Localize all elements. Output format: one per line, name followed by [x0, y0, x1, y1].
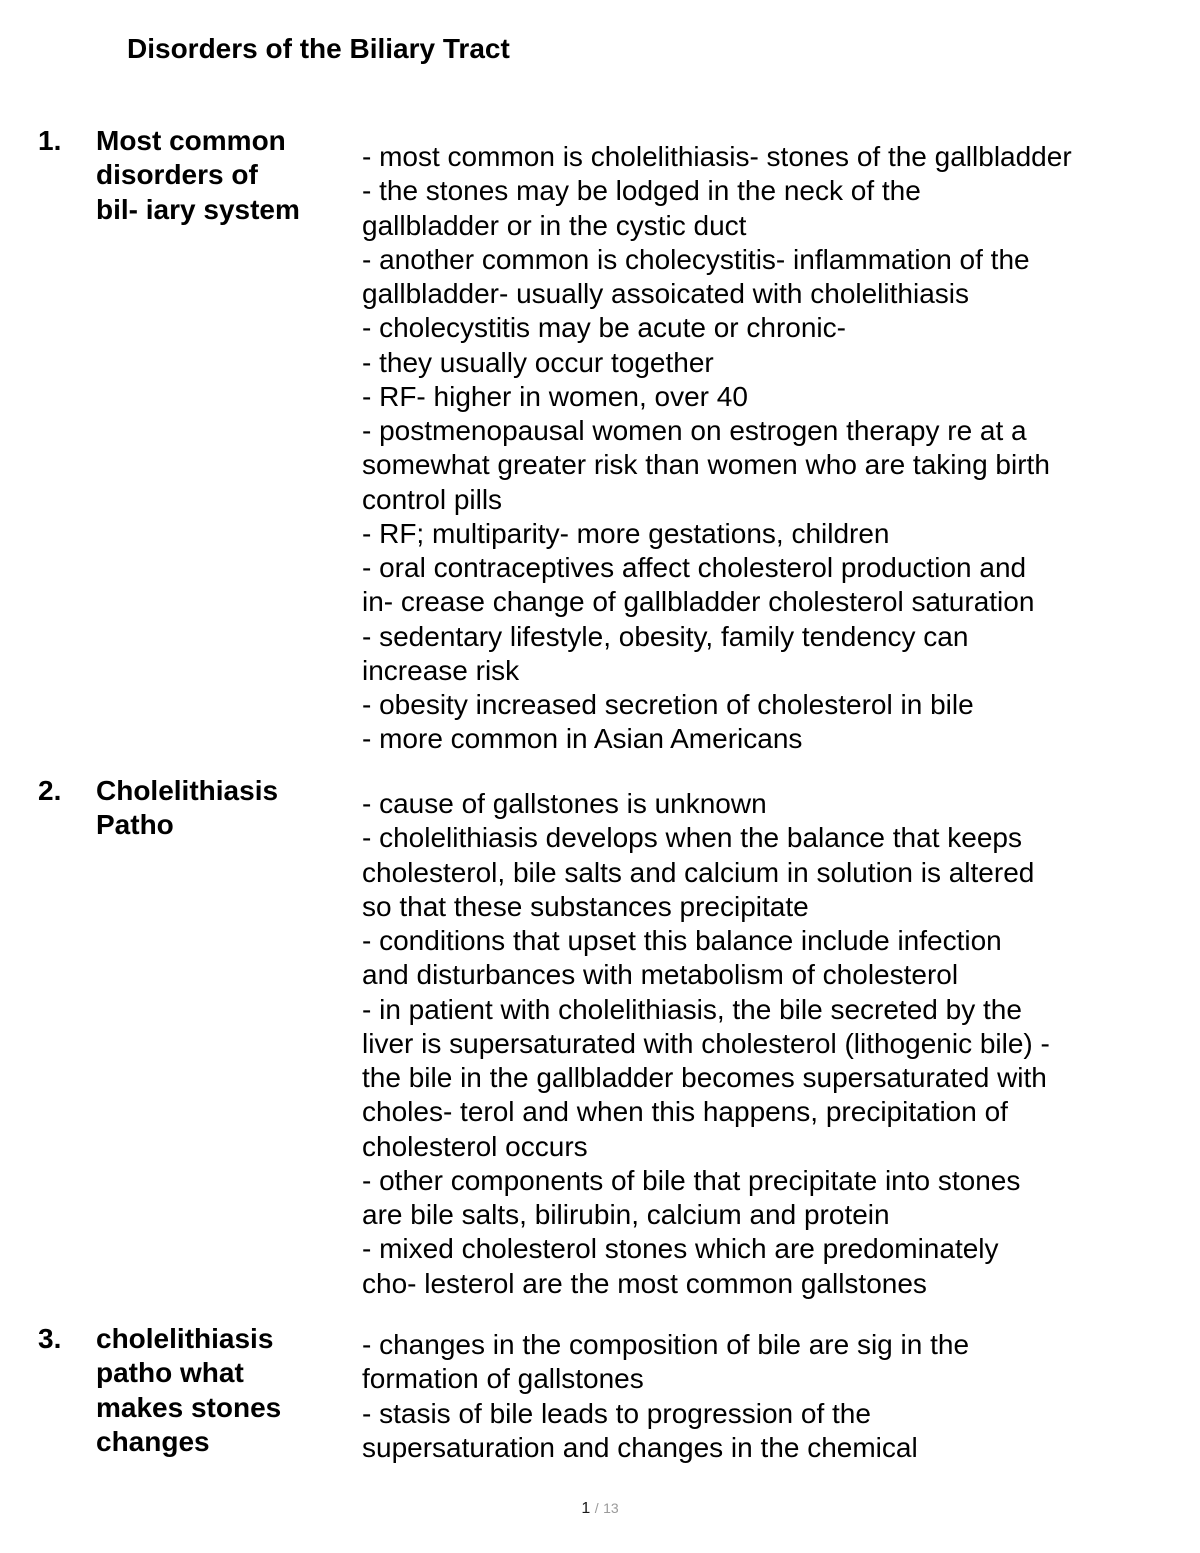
definition-line: - obesity increased secretion of cholesterol in bile [362, 689, 974, 720]
definition-line: - sedentary lifestyle, obesity, family tendency can [362, 620, 969, 652]
page-indicator [0, 1500, 1200, 1518]
card-number: 1. [38, 125, 62, 156]
definition-line: - RF- higher in women, over 40 [362, 380, 748, 412]
card-definition [362, 140, 1182, 757]
definition-line: - postmenopausal women on estrogen therapy re at a [362, 415, 1027, 446]
definition-line: supersaturation and changes in the chemical [362, 1431, 918, 1463]
definition-line: - other components of bile that precipitate into stones [362, 1164, 1021, 1196]
card-term: Cholelithiasis Patho [96, 775, 279, 841]
definition-line: - changes in the composition of bile are sig in the [362, 1329, 970, 1360]
flashcard-3 [0, 1322, 1200, 1472]
definition-line: - cholelithiasis develops when the balance that keeps [362, 822, 1022, 854]
definition-line: gallbladder- usually assoicated with cholelithiasis [362, 278, 969, 309]
card-number: 3. [38, 1323, 62, 1354]
definition-line: - conditions that upset this balance include infection [362, 925, 1002, 956]
definition-line: liver is supersaturated with cholesterol (lithogenic bile) - [362, 1027, 1050, 1059]
definition-line: cholesterol occurs [362, 1130, 588, 1162]
definition-line: - another common is cholecystitis- inflammation of the [362, 243, 1030, 275]
definition-line: - stasis of bile leads to progression of the [362, 1397, 871, 1429]
definition-line: - RF; multiparity- more gestations, children [362, 517, 890, 549]
total-page-count: 13 [603, 1500, 619, 1516]
definition-line: - oral contraceptives affect cholesterol production and [362, 552, 1027, 583]
definition-line: control pills [362, 483, 503, 515]
definition-line: increase risk [362, 654, 520, 686]
definition-line: - cause of gallstones is unknown [362, 788, 767, 819]
definition-line: somewhat greater risk than women who are taking birth [362, 449, 1050, 481]
definition-line: cholesterol, bile salts and calcium in solution is altered [362, 856, 1035, 888]
current-page-number: 1 [581, 1500, 591, 1517]
card-term: cholelithiasis patho what makes stones changes [96, 1323, 282, 1458]
card-number: 2. [38, 775, 62, 806]
definition-line: and disturbances with metabolism of cholesterol [362, 959, 959, 991]
definition-line: formation of gallstones [362, 1363, 644, 1395]
card-term: Most common disorders of bil- iary system [96, 125, 300, 225]
card-definition [362, 1328, 1182, 1465]
card-definition [362, 787, 1182, 1301]
definition-line: gallbladder or in the cystic duct [362, 209, 747, 241]
definition-line: - mixed cholesterol stones which are predominately [362, 1233, 999, 1265]
definition-line: - cholecystitis may be acute or chronic- [362, 312, 846, 344]
definition-line: - in patient with cholelithiasis, the bile secreted by the [362, 993, 1022, 1025]
definition-line: - they usually occur together [362, 346, 714, 378]
definition-line: the bile in the gallbladder becomes supersaturated with [362, 1062, 1047, 1093]
flashcard-2 [0, 774, 1200, 1314]
definition-line: are bile salts, bilirubin, calcium and protein [362, 1199, 890, 1230]
definition-line: - more common in Asian Americans [362, 723, 803, 755]
definition-line: - the stones may be lodged in the neck of the [362, 175, 921, 207]
definition-line: so that these substances precipitate [362, 890, 809, 922]
definition-line: - most common is cholelithiasis- stones of the gallbladder [362, 141, 1072, 172]
definition-line: cho- lesterol are the most common gallstones [362, 1267, 927, 1299]
flashcard-1 [0, 124, 1200, 764]
definition-line: in- crease change of gallbladder cholesterol saturation [362, 586, 1035, 618]
document-title: Disorders of the Biliary Tract [127, 33, 510, 64]
definition-line: choles- terol and when this happens, precipitation of [362, 1096, 1008, 1128]
page-separator: / [594, 1500, 599, 1516]
